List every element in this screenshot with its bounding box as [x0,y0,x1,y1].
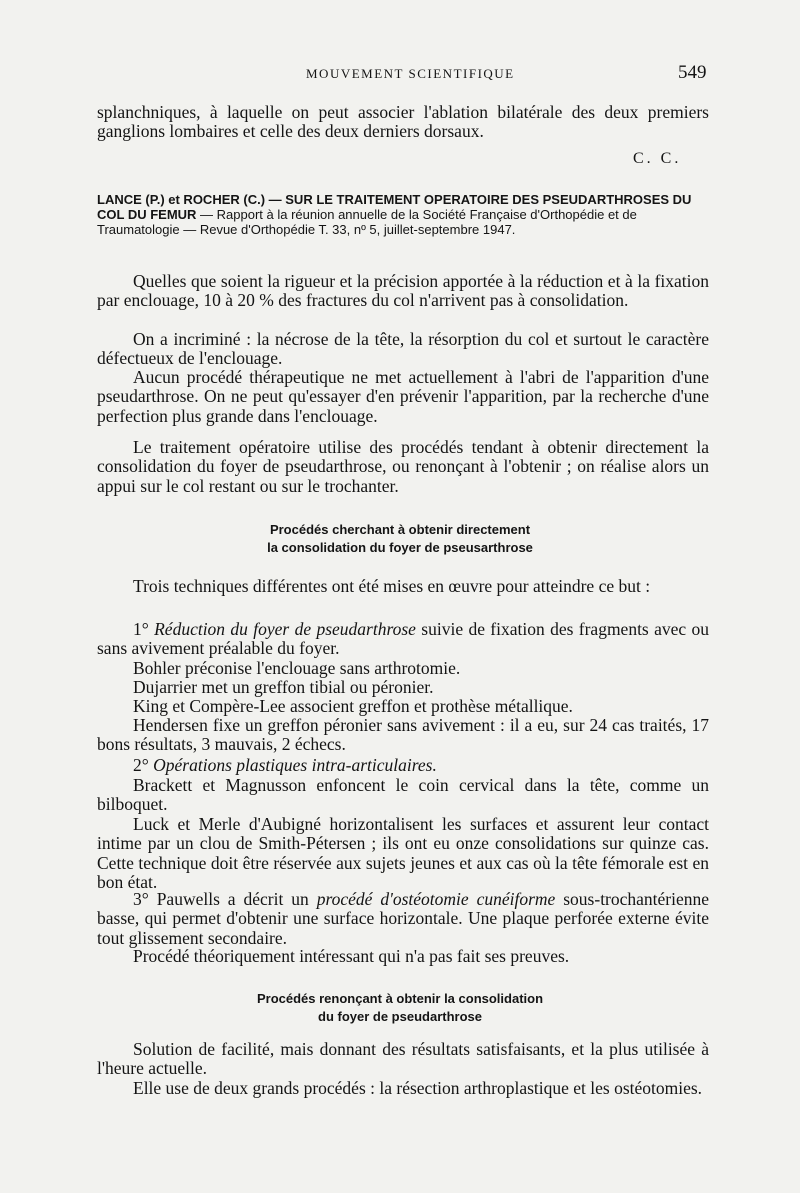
paragraph-king: King et Compère-Lee associent greffon et prothèse métallique. [133,696,573,716]
list-item-plastiques [97,756,709,775]
paragraph-brackett: Brackett et Magnusson enfoncent le coin cervical dans la tête, comme un bilboquet. [97,775,709,815]
paragraph-luck: Luck et Merle d'Aubigné horizontalisent les surfaces et assurent leur contact intime par un clou de Smith-Pétersen ; ils ont eu onze consolidations sur quinze cas. Cette technique doit être réservée aux sujets jeunes et aux cas où la tête fémorale est en bon état. [97,814,709,893]
item-number: 1° [133,619,155,639]
reference-authors: LANCE (P.) et ROCHER (C.) — [97,192,286,207]
running-head [0,62,800,86]
running-title: MOUVEMENT SCIENTIFIQUE [306,66,515,81]
item-text: suivie de fixation des fragments avec ou sans avivement préalable du foyer. [97,619,710,659]
item-text: sous-trochantérienne basse, qui permet d'obtenir une surface horizontale. Une plaque perforée externe évite tout glissement secondaire. [97,889,710,948]
paragraph-aucun-procede: Aucun procédé thérapeutique ne met actuellement à l'abri de l'apparition d'une pseudarthrose. On ne peut qu'essayer d'en prévenir l'apparition, par la recherche d'une perfection plus grande dans l'enclouage. [97,367,709,426]
paragraph-bohler: Bohler préconise l'enclouage sans arthrotomie. [133,658,461,678]
paragraph-trois-techniques: Trois techniques différentes ont été mises en œuvre pour atteindre ce but : [133,576,651,596]
section-heading-line: Procédés renonçant à obtenir la consolidation [256,991,544,1006]
item-text: Pauwells a décrit un [156,889,317,909]
reference-details: — Rapport à la réunion annuelle de la Société Française d'Orthopédie et de Traumatologie — Revue d'Orthopédie T. 33, nº 5, juillet-septembre 1947. [97,207,637,238]
section-heading-line: la consolidation du foyer de pseusarthrose [267,540,533,555]
intro-paragraph: splanchniques, à laquelle on peut associer l'ablation bilatérale des deux premiers ganglions lombaires et celle des deux derniers dorsaux. [97,102,709,142]
section-heading-line: du foyer de pseudarthrose [318,1009,482,1024]
item-number: 3° [133,889,157,909]
item-title: Réduction du foyer de pseudarthrose [154,619,416,639]
paragraph-incrimine: On a incriminé : la nécrose de la tête, la résorption du col et surtout le caractère défectueux de l'enclouage. [97,329,709,369]
paragraph-dujarrier: Dujarrier met un greffon tibial ou péronier. [133,677,434,697]
paragraph-solution: Solution de facilité, mais donnant des résultats satisfaisants, et la plus utilisée à l'heure actuelle. [97,1039,709,1079]
reference-title: SUR LE TRAITEMENT OPERATOIRE DES PSEUDARTHROSES DU COL DU FEMUR [97,192,692,223]
paragraph-deux-procedes: Elle use de deux grands procédés : la résection arthroplastique et les ostéotomies. [133,1078,703,1098]
page-number: 549 [678,62,707,83]
paragraph-hendersen: Hendersen fixe un greffon péronier sans avivement : il a eu, sur 24 cas traités, 17 bons résultats, 3 mauvais, 2 échecs. [97,715,709,755]
section-heading-directe [0,521,800,557]
section-heading-renoncant [0,990,800,1026]
item-title: Opérations plastiques intra-articulaires. [153,755,437,775]
paragraph-theorique: Procédé théoriquement intéressant qui n'a pas fait ses preuves. [133,946,570,966]
item-number: 2° [133,755,154,775]
author-signature: C. C. [633,150,682,167]
list-item-reduction [97,620,709,659]
section-heading-line: Procédés cherchant à obtenir directement [269,522,531,537]
bibliographic-reference [97,192,709,238]
list-item-osteotomie [97,890,709,948]
paragraph-traitement: Le traitement opératoire utilise des procédés tendant à obtenir directement la consolidation du foyer de pseudarthrose, ou renonçant à l'obtenir ; on réalise alors un appui sur le col restant ou sur le trochanter. [97,437,709,496]
paragraph-fixation: Quelles que soient la rigueur et la précision apportée à la réduction et à la fixation par enclouage, 10 à 20 % des fractures du col n'arrivent pas à consolidation. [97,271,709,311]
item-title: procédé d'ostéotomie cunéiforme [316,889,556,909]
